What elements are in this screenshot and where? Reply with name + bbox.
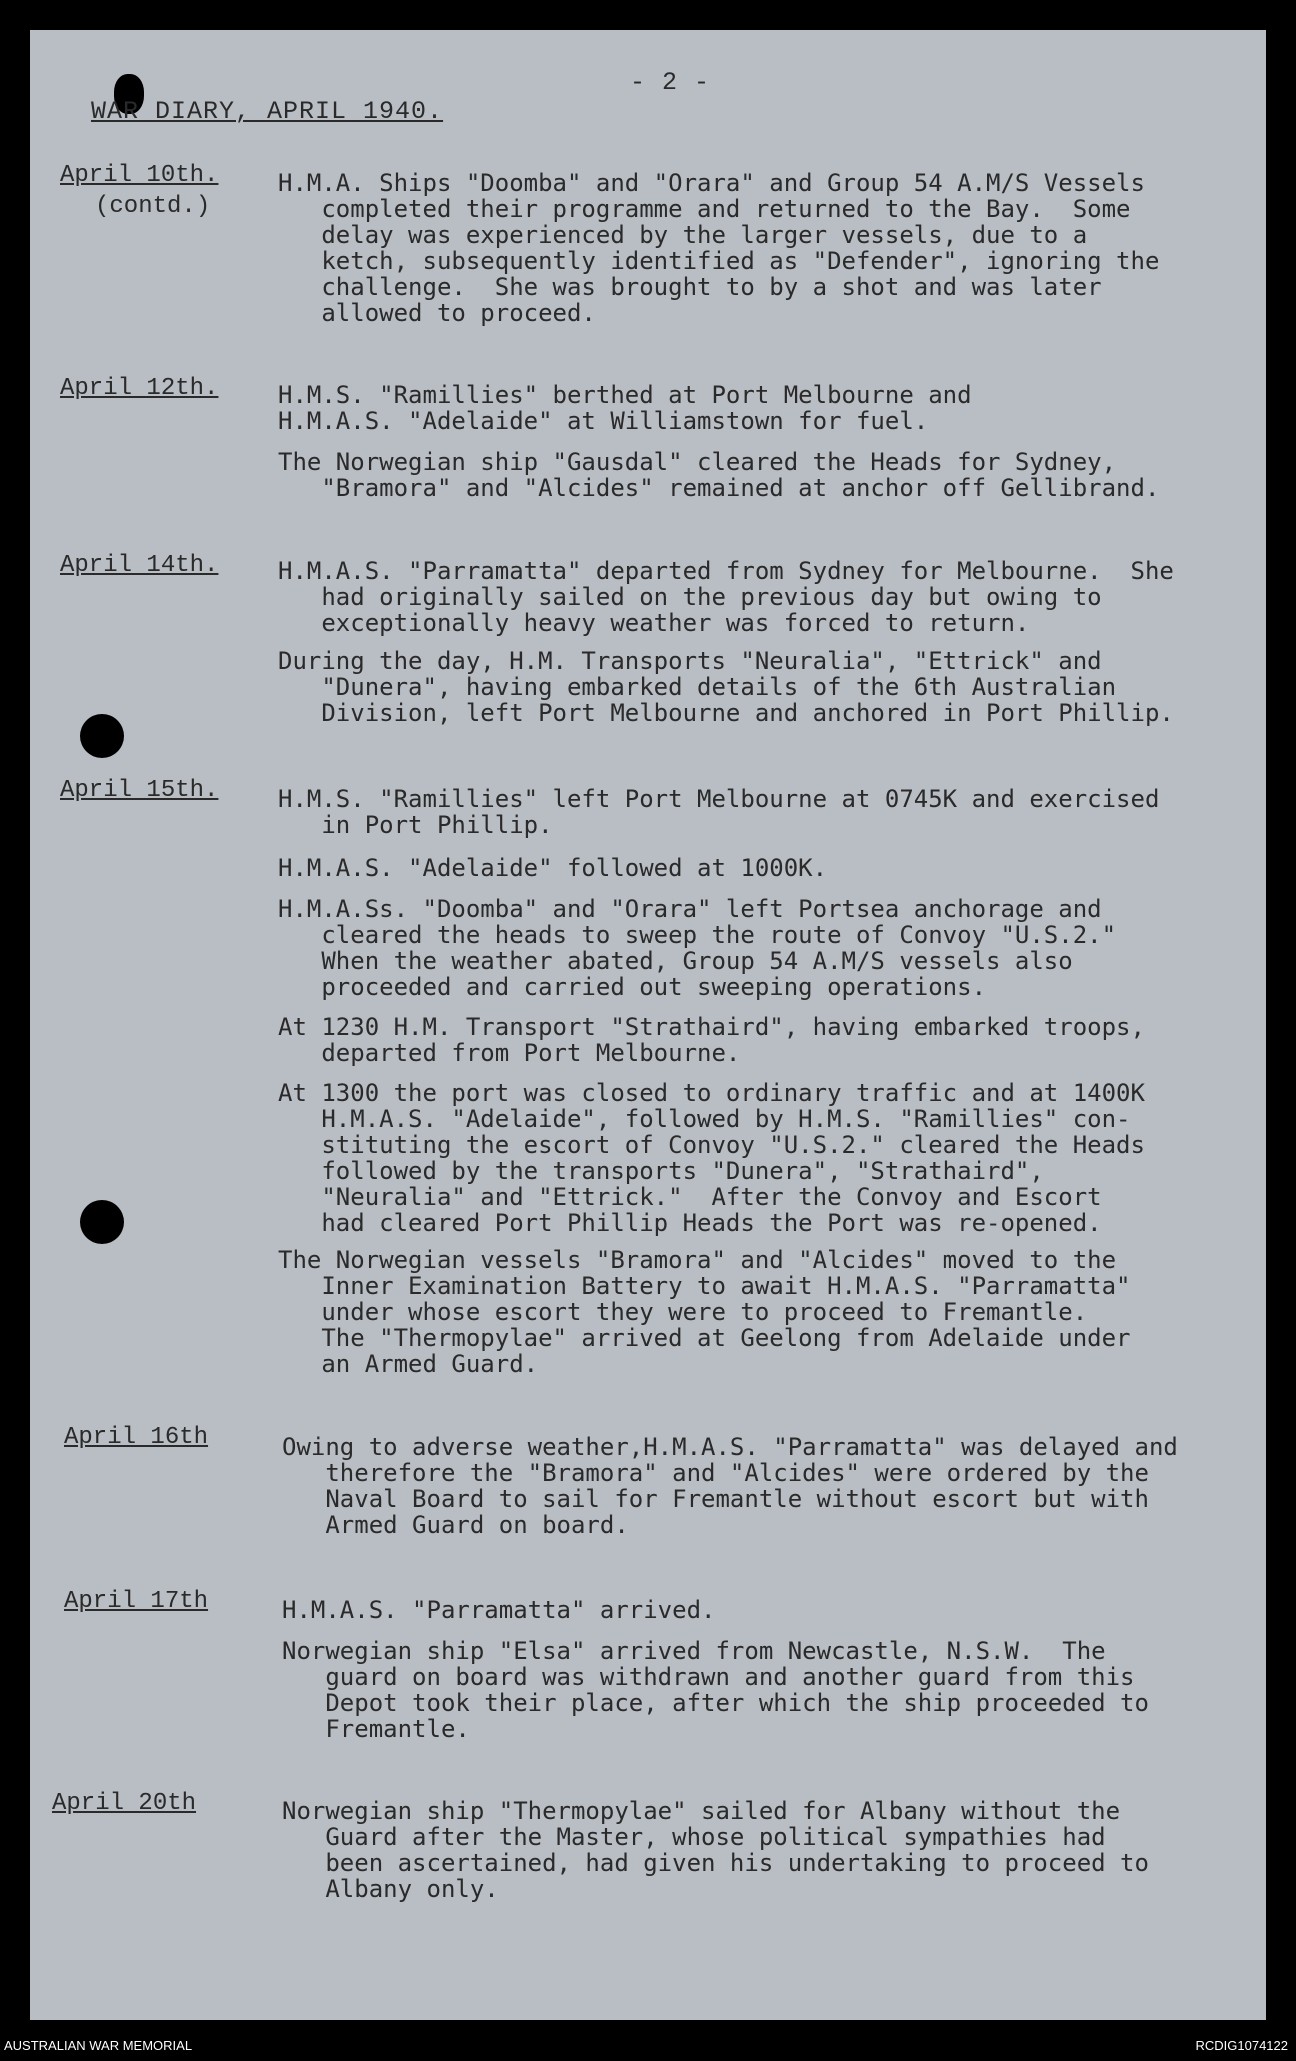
entry-paragraph: Norwegian ship "Thermopylae" sailed for Albany without the Guard after the Master, whose political sympathies had been ascertained, had given his undertaking to proceed to Albany only. [282, 1797, 1149, 1903]
entry-paragraph: H.M.A.Ss. "Doomba" and "Orara" left Portsea anchorage and cleared the heads to sweep the route of Convoy "U.S.2." When the weather abated, Group 54 A.M/S vessels also proceeded and carried out sweeping operations. [278, 895, 1117, 1001]
entry-paragraph: H.M.A. Ships "Doomba" and "Orara" and Group 54 A.M/S Vessels completed their programme and returned to the Bay. Some delay was experienced by the larger vessels, due to a ketch, subsequently identified as "Defender", ignoring the challenge. She was brought to by a shot and was later allowed to proceed. [278, 169, 1160, 327]
page-number: - 2 - [630, 68, 711, 97]
entry-paragraph: During the day, H.M. Transports "Neuralia", "Ettrick" and "Dunera", having embarked details of the 6th Australian Division, left Port Melbourne and anchored in Port Phillip. [278, 647, 1174, 727]
entry-paragraph: H.M.A.S. "Parramatta" departed from Sydney for Melbourne. She had originally sailed on the previous day but owing to exceptionally heavy weather was forced to return. [278, 557, 1174, 637]
entry-paragraph: Norwegian ship "Elsa" arrived from Newcastle, N.S.W. The guard on board was withdrawn and another guard from this Depot took their place, after which the ship proceeded to Fremantle. [282, 1637, 1149, 1743]
entry-paragraph: At 1230 H.M. Transport "Strathaird", having embarked troops, departed from Port Melbourne. [278, 1013, 1145, 1067]
entry-paragraph: H.M.S. "Ramillies" berthed at Port Melbourne and H.M.A.S. "Adelaide" at Williamstown for fuel. [278, 381, 972, 435]
document-page [30, 30, 1266, 2020]
punch-hole-upper [80, 714, 124, 758]
entry-date: April 17th [64, 1588, 209, 1615]
entry-paragraph: H.M.A.S. "Adelaide" followed at 1000K. [278, 854, 828, 882]
entry-paragraph: Owing to adverse weather,H.M.A.S. "Parramatta" was delayed and therefore the "Bramora" and "Alcides" were ordered by the Naval Board to sail for Fremantle without escort but with Armed Guard on board. [282, 1433, 1178, 1539]
entry-paragraph: H.M.S. "Ramillies" left Port Melbourne at 0745K and exercised in Port Phillip. [278, 785, 1160, 839]
punch-hole-lower [80, 1200, 124, 1244]
entry-date: April 16th [64, 1424, 209, 1451]
entry-paragraph: The Norwegian ship "Gausdal" cleared the Heads for Sydney, "Bramora" and "Alcides" remained at anchor off Gellibrand. [278, 448, 1160, 502]
entry-date: April 14th. [60, 552, 219, 579]
entry-date: April 20th [52, 1790, 197, 1817]
footer-institution: AUSTRALIAN WAR MEMORIAL [4, 2038, 193, 2053]
entry-paragraph: At 1300 the port was closed to ordinary traffic and at 1400K H.M.A.S. "Adelaide", followed by H.M.S. "Ramillies" con- stituting the escort of Convoy "U.S.2." cleared the Heads followed by the transports "Dunera", "Strathaird", "Neuralia" and "Ettrick." After the Convoy and Escort had cleared Port Phillip Heads the Port was re-opened. [278, 1079, 1145, 1237]
entry-date: April 10th. [60, 162, 219, 189]
page-title: WAR DIARY, APRIL 1940. [91, 97, 444, 126]
entry-paragraph: The Norwegian vessels "Bramora" and "Alcides" moved to the Inner Examination Battery to await H.M.A.S. "Parramatta" under whose escort they were to proceed to Fremantle. The "Thermopylae" arrived at Geelong from Adelaide under an Armed Guard. [278, 1246, 1131, 1378]
entry-date: April 12th. [60, 375, 219, 402]
entry-date: April 15th. [60, 777, 219, 804]
entry-paragraph: H.M.A.S. "Parramatta" arrived. [282, 1596, 716, 1624]
entry-date-note: (contd.) [95, 193, 211, 220]
footer-reference: RCDIG1074122 [1195, 2038, 1288, 2053]
